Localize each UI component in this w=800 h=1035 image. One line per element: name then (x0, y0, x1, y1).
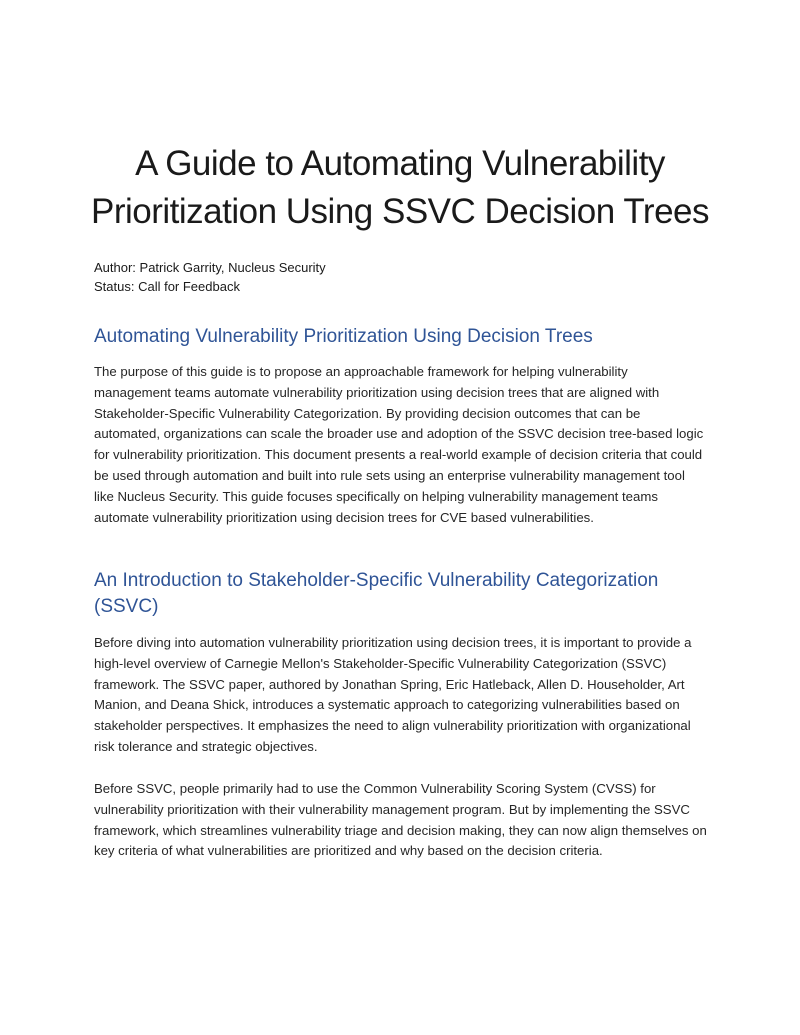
author-line: Author: Patrick Garrity, Nucleus Security (94, 260, 326, 275)
section-paragraph-before-ssvc: Before SSVC, people primarily had to use the Common Vulnerability Scoring System (CVSS) for vulnerability prioritization with their vulnerability management program. But by implementing the SSVC framework, which streamlines vulnerability triage and decision making, they can now align themselves on key criteria of what vulnerabilities are prioritized and why based on the decision criteria. (94, 781, 707, 859)
section-paragraph-overview: Before diving into automation vulnerability prioritization using decision trees, it is important to provide a high-level overview of Carnegie Mellon's Stakeholder-Specific Vulnerability Categorization (SSVC) framework. The SSVC paper, authored by Jonathan Spring, Eric Hatleback, Allen D. Householder, Art Manion, and Deana Shick, introduces a systematic approach to categorizing vulnerabilities based on stakeholder perspectives. It emphasizes the need to align vulnerability prioritization with organizational risk tolerance and strategic objectives. (94, 635, 692, 754)
document-meta (94, 258, 326, 296)
document-title: A Guide to Automating Vulnerability Prioritization Using SSVC Decision Trees (90, 144, 709, 231)
section-heading-introduction: An Introduction to Stakeholder-Specific Vulnerability Categorization (SSVC) (94, 570, 659, 617)
section-heading-automating: Automating Vulnerability Prioritization Using Decision Trees (94, 326, 593, 347)
status-line: Status: Call for Feedback (94, 279, 240, 294)
section-paragraph-purpose: The purpose of this guide is to propose an approachable framework for helping vulnerability management teams automate vulnerability prioritization using decision trees that are aligned with Stakeholder-Specific Vulnerability Categorization. By providing decision outcomes that can be automated, organizations can scale the broader use and adoption of the SSVC decision tree-based logic for vulnerability prioritization. This document presents a real-world example of decision criteria that could be used through automation and built into rule sets using an enterprise vulnerability management tool like Nucleus Security. This guide focuses specifically on helping vulnerability management teams automate vulnerability prioritization using decision trees for CVE based vulnerabilities. (94, 364, 704, 525)
